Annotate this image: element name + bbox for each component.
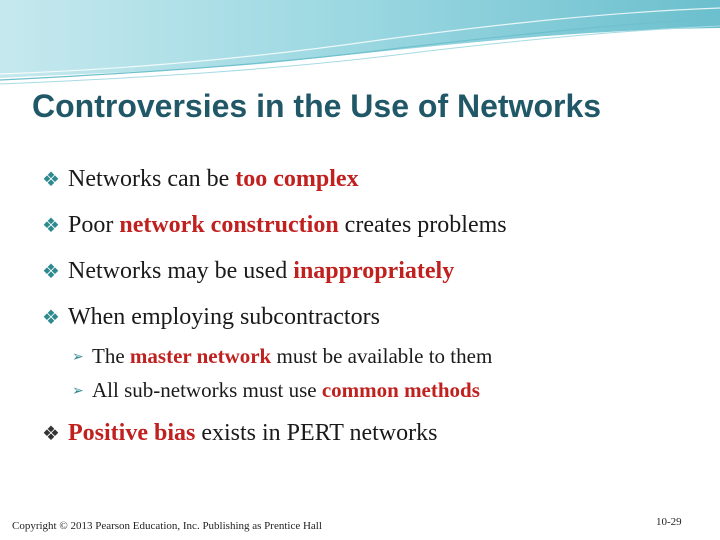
arrow-bullet-icon: ➢ [72, 350, 84, 365]
bullet-emphasis: inappropriately [293, 258, 455, 284]
slide-title: Controversies in the Use of Networks [32, 88, 602, 124]
diamond-bullet-icon: ❖ [42, 215, 60, 237]
bullet-emphasis: network construction [119, 212, 339, 238]
bullet-text: Networks may be used [68, 258, 294, 284]
bullet-item [42, 258, 454, 294]
sub-bullet-text: must be available to them [271, 344, 493, 368]
sub-bullet-emphasis: common methods [321, 378, 480, 402]
bullet-text: creates problems [338, 212, 507, 238]
bullet-emphasis: too complex [235, 166, 359, 192]
bullet-text: Networks can be [68, 166, 236, 192]
bullet-text: exists in PERT networks [195, 420, 438, 446]
bullet-text: When employing subcontractors [68, 304, 380, 330]
bullet-item [42, 166, 359, 202]
sub-bullet-text: The [92, 344, 130, 368]
arrow-bullet-icon: ➢ [72, 384, 84, 399]
bullet-emphasis: Positive bias [68, 420, 196, 446]
bullet-text: Poor [68, 212, 120, 238]
sub-bullet-text: All sub-networks must use [92, 378, 322, 402]
header-wave-decoration [0, 0, 720, 90]
bullet-item [42, 420, 437, 456]
bullet-item [42, 304, 380, 340]
page-number: 10-29 [656, 516, 682, 528]
diamond-bullet-icon: ❖ [42, 423, 60, 445]
bullet-item [42, 212, 507, 248]
sub-bullet-item [72, 344, 492, 369]
copyright-footer: Copyright © 2013 Pearson Education, Inc. Publishing as Prentice Hall [12, 520, 322, 532]
diamond-bullet-icon: ❖ [42, 307, 60, 329]
diamond-bullet-icon: ❖ [42, 261, 60, 283]
sub-bullet-emphasis: master network [129, 344, 272, 368]
diamond-bullet-icon: ❖ [42, 169, 60, 191]
sub-bullet-item [72, 378, 480, 403]
